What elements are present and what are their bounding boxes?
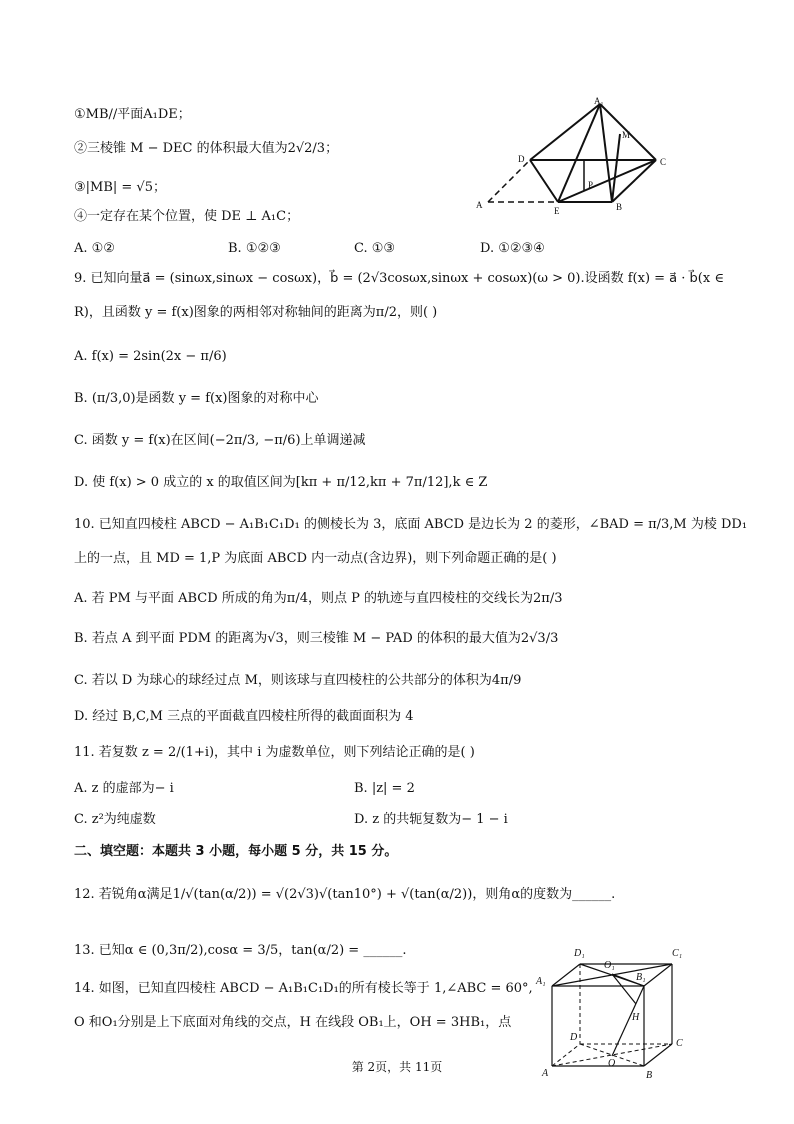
label-c: C (676, 1038, 683, 1049)
label-o1: O₁ (604, 960, 615, 971)
label-m: M (622, 130, 631, 140)
label-p: P (588, 180, 594, 190)
q11-option-d: D. z 的共轭复数为− 1 − i (354, 812, 508, 827)
q10-stem-line-1: 10. 已知直四棱柱 ABCD − A₁B₁C₁D₁ 的侧棱长为 3，底面 ABCD 是边长为 2 的菱形，∠BAD = π/3,M 为棱 DD₁ (74, 517, 748, 532)
edge-m-b (612, 134, 620, 202)
q9-option-a: A. f(x) = 2sin(2x − π/6) (74, 349, 227, 364)
label-a: A (476, 200, 483, 210)
q8-option-b: B. ①②③ (228, 241, 281, 256)
label-d: D (570, 1032, 578, 1043)
label-a: A (542, 1068, 549, 1079)
label-c1: C₁ (672, 948, 683, 959)
label-h: H (632, 1012, 640, 1023)
q8-statement-4: ④一定存在某个位置，使 DE ⊥ A₁C； (74, 209, 300, 224)
q8-statement-3: ③|MB| = √5； (74, 180, 166, 195)
q8-option-d: D. ①②③④ (480, 241, 545, 256)
q9-option-b: B. (π/3,0)是函数 y = f(x)图象的对称中心 (74, 391, 319, 406)
label-c: C (660, 157, 667, 167)
q9-stem-line-2: R)，且函数 y = f(x)图象的两相邻对称轴间的距离为π/2，则( ) (74, 305, 438, 320)
q10-stem-line-2: 上的一点，且 MD = 1,P 为底面 ABCD 内一动点(含边界)，则下列命题正确的是( ) (74, 551, 557, 566)
edge-a1-b (600, 104, 612, 202)
section-2-heading: 二、填空题：本题共 3 小题，每小题 5 分，共 15 分。 (74, 844, 398, 859)
label-b: B (616, 202, 623, 212)
q11-option-b: B. |z| = 2 (354, 781, 415, 796)
page-footer: 第 2页，共 11页 (351, 1060, 443, 1074)
edge-d1-a1 (552, 964, 580, 986)
edge-b-c (612, 160, 656, 202)
label-a1: A₁ (536, 976, 546, 987)
q8-pyramid-figure (474, 96, 674, 220)
label-d1: D₁ (574, 948, 585, 959)
q12-text: 12. 若锐角α满足1/√(tan(α/2)) = √(2√3)√(tan10°) + √(tan(α/2))，则角α的度数为______. (74, 887, 616, 902)
q10-option-a: A. 若 PM 与平面 ABCD 所成的角为π/4，则点 P 的轨迹与直四棱柱的交线长为2π/3 (74, 591, 563, 606)
q8-option-c: C. ①③ (354, 241, 396, 256)
edge-a1-d (530, 104, 600, 160)
q8-option-a: A. ①② (74, 241, 115, 256)
q10-option-b: B. 若点 A 到平面 PDM 的距离为√3，则三棱锥 M − PAD 的体积的最大值为2√3/3 (74, 631, 559, 646)
q9-option-c: C. 函数 y = f(x)在区间(−2π/3, −π/6)上单调递减 (74, 433, 366, 448)
q14-line-1: 14. 如图，已知直四棱柱 ABCD − A₁B₁C₁D₁的所有棱长等于 1,∠ABC = 60°, (74, 981, 533, 996)
label-b: B (646, 1070, 653, 1081)
edge-a-d (488, 160, 530, 202)
edge-c1-b1 (644, 964, 672, 986)
label-b1: B₁ (636, 972, 646, 983)
q10-option-d: D. 经过 B,C,M 三点的平面截直四棱柱所得的截面面积为 4 (74, 709, 414, 724)
q10-option-c: C. 若以 D 为球心的球经过点 M，则该球与直四棱柱的公共部分的体积为4π/9 (74, 673, 522, 688)
q14-line-2: O 和O₁分别是上下底面对角线的交点，H 在线段 OB₁上，OH = 3HB₁，点 (74, 1015, 512, 1030)
label-o: O (608, 1058, 616, 1069)
q8-statement-2: ②三棱锥 M − DEC 的体积最大值为2√2/3； (74, 141, 339, 156)
label-d: D (518, 154, 525, 164)
edge-d-e (530, 160, 558, 202)
q11-option-a: A. z 的虚部为− i (74, 781, 174, 796)
q11-option-c: C. z²为纯虚数 (74, 812, 156, 827)
q9-option-d: D. 使 f(x) > 0 成立的 x 的取值区间为[kπ + π/12,kπ + 7π/12],k ∈ Z (74, 475, 488, 490)
q9-stem-line-1: 9. 已知向量a⃗ = (sinωx,sinωx − cosωx)，b⃗ = (2√3cosωx,sinωx + cosωx)(ω > 0).设函数 f(x) = a⃗ · b⃗(x ∈ (74, 271, 724, 286)
q13-text: 13. 已知α ∈ (0,3π/2),cosα = 3/5，tan(α/2) = ______. (74, 943, 407, 958)
label-a1: A₁ (594, 96, 604, 106)
label-e: E (554, 206, 560, 216)
q11-stem: 11. 若复数 z = 2/(1+i)，其中 i 为虚数单位，则下列结论正确的是( ) (74, 745, 475, 760)
q8-statement-1: ①MB//平面A₁DE； (74, 107, 191, 122)
